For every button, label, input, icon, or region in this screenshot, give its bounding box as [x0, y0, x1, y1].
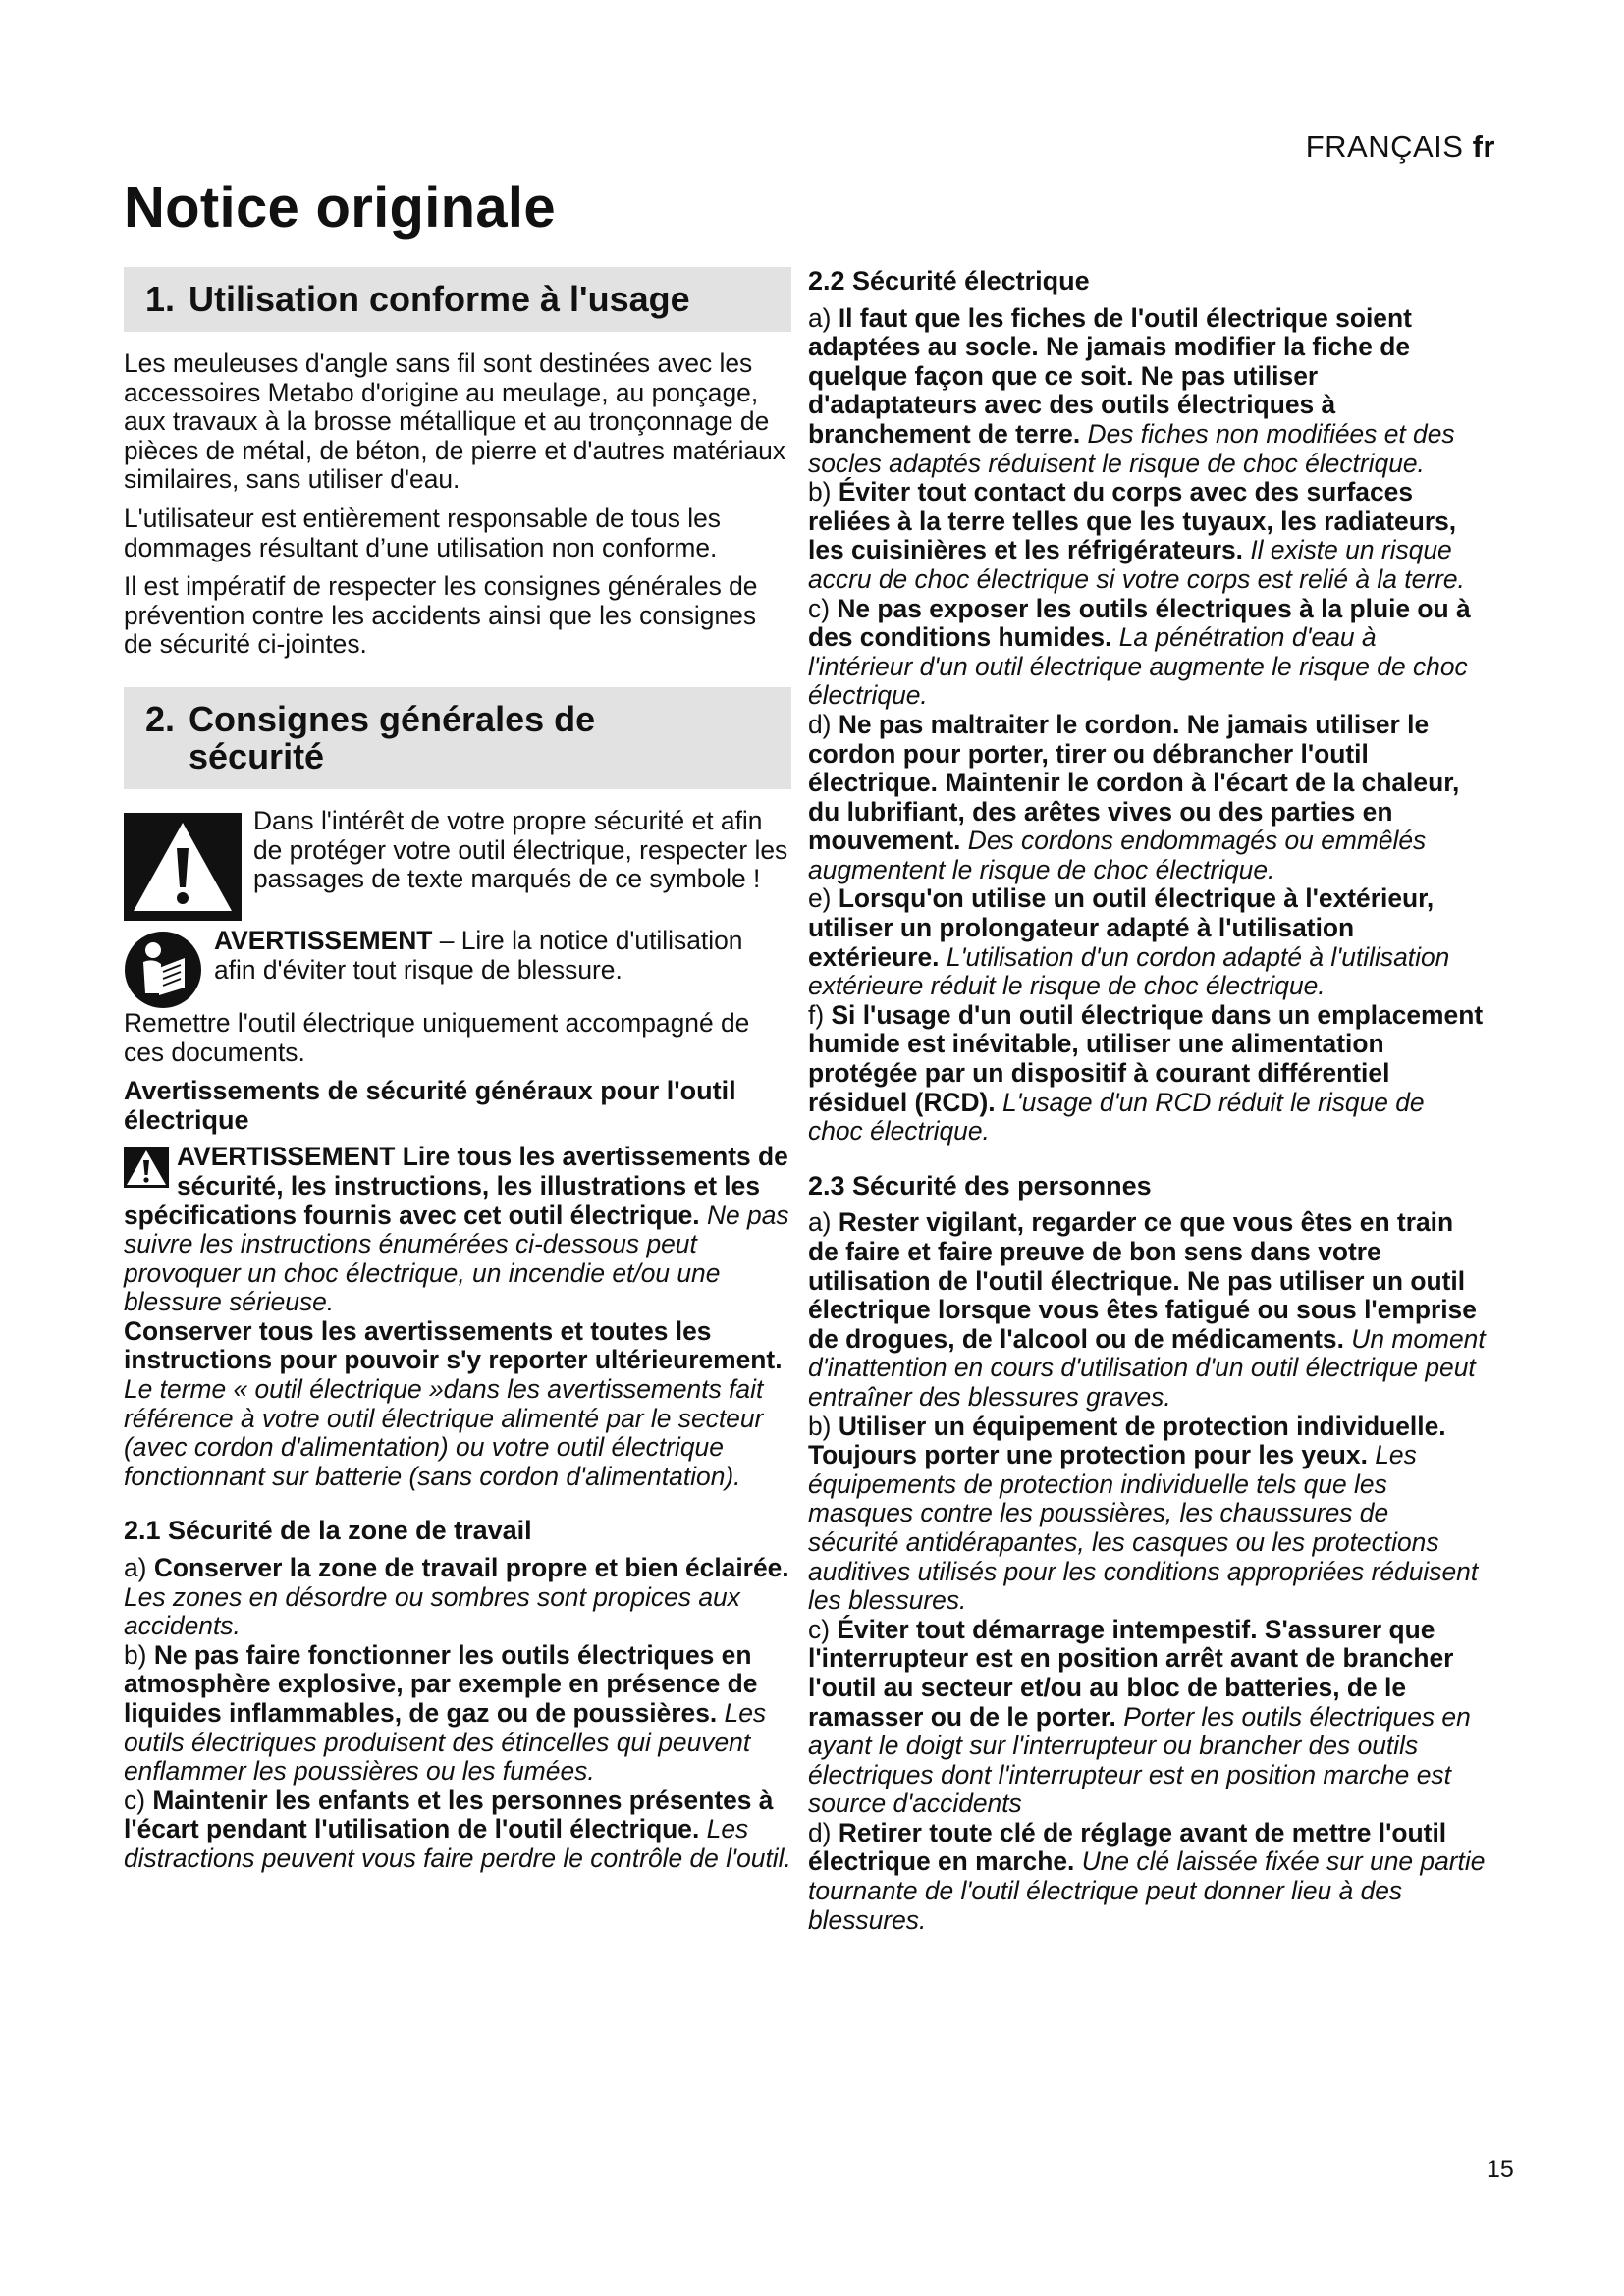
warning-small-icon	[124, 1147, 169, 1188]
section-1-heading	[124, 267, 791, 332]
item-italic: Les zones en désordre ou sombres sont propices aux accidents.	[124, 1581, 740, 1641]
language-name: FRANÇAIS	[1305, 130, 1464, 164]
right-column	[808, 267, 1486, 1935]
s1-paragraph-1: Les meuleuses d'angle sans fil sont destinées avec les accessoires Metabo d'origine au meulage, au ponçage, aux travaux à la brosse métallique et au tronçonnage de pièces de métal, de béton, de pierre et d'autres matériaux similaires, sans utiliser d'eau.	[124, 348, 785, 495]
s23-item-c	[808, 1616, 1486, 1819]
item-letter: c)	[808, 1614, 838, 1644]
warning-text: – Lire la notice d'utilisation afin d'éviter tout risque de blessure.	[214, 925, 743, 985]
read-manual-note	[124, 927, 791, 1009]
item-letter: b)	[808, 477, 839, 507]
section-2-number: 2.	[145, 698, 176, 739]
section-2-title-a: Consignes générales de	[189, 698, 596, 739]
item-letter: c)	[124, 1785, 153, 1815]
item-italic: Des fiches non modifiées et des socles adaptés réduisent le risque de choc électrique.	[808, 418, 1455, 478]
section-2-2-heading: 2.2 Sécurité électrique	[808, 266, 1090, 295]
symbol-note	[124, 807, 791, 921]
hand-over-text: Remettre l'outil électrique uniquement accompagné de ces documents.	[124, 1007, 750, 1067]
left-column	[124, 267, 791, 1874]
s23-item-b	[808, 1413, 1486, 1616]
item-bold: Ne pas maltraiter le cordon. Ne jamais utiliser le cordon pour porter, tirer ou débrancher l'outil électrique. Maintenir le cordon à l'écart de la chaleur, du lubrifiant, des arêtes vives ou des parties en mouvement.	[808, 709, 1460, 856]
section-2-1-heading: 2.1 Sécurité de la zone de travail	[124, 1516, 532, 1546]
item-italic: Il existe un risque accru de choc électrique si votre corps est relié à la terre.	[808, 535, 1465, 594]
item-letter: c)	[808, 593, 838, 623]
warning-label: AVERTISSEMENT	[214, 925, 433, 955]
item-italic: L'utilisation d'un cordon adapté à l'utilisation extérieure réduit le risque de choc électrique.	[808, 941, 1450, 1001]
item-bold: Il faut que les fiches de l'outil électrique soient adaptées au socle. Ne jamais modifier la fiche de quelque façon que ce soit. Ne pas utiliser d'adaptateurs avec des outils électriques à branchement de terre.	[808, 302, 1412, 449]
keep-instructions-paragraph	[124, 1317, 791, 1492]
item-letter: b)	[124, 1639, 154, 1670]
symbol-note-text: Dans l'intérêt de votre propre sécurité et afin de protéger votre outil électrique, respecter les passages de texte marqués de ce symbole !	[253, 805, 788, 894]
item-italic: Des cordons endommagés ou emmêlés augmentent le risque de choc électrique.	[808, 826, 1427, 884]
item-bold: Rester vigilant, regarder ce que vous êtes en train de faire et faire preuve de bon sens dans votre utilisation de l'outil électrique. Ne pas utiliser un outil électrique lorsque vous êtes fatigué ou sous l'emprise de drogues, de l'alcool ou de médicaments.	[808, 1207, 1477, 1354]
language-code: fr	[1472, 130, 1495, 164]
keep-instructions-bold: Conserver tous les avertissements et toutes les instructions pour pouvoir s'y reporter ultérieurement.	[124, 1315, 783, 1375]
section-1-title: Utilisation conforme à l'usage	[189, 279, 690, 319]
item-bold: Ne pas faire fonctionner les outils électriques en atmosphère explosive, par exemple en présence de liquides inflammables, de gaz ou de poussières.	[124, 1639, 758, 1728]
item-letter: d)	[808, 1817, 839, 1847]
item-bold: Lorsqu'on utilise un outil électrique à l'extérieur, utiliser un prolongateur adapté à l'utilisation extérieure.	[808, 883, 1435, 972]
item-bold: Conserver la zone de travail propre et bien éclairée.	[153, 1553, 789, 1583]
s22-item-a	[808, 304, 1486, 479]
item-italic: Les équipements de protection individuelle tels que les masques contre les poussières, les chaussures de sécurité antidérapantes, les casques ou les protections auditives utilisés pour les conditions appropriées réduisent les blessures.	[808, 1440, 1479, 1616]
item-letter: a)	[808, 302, 839, 333]
warning-triangle-icon	[124, 813, 242, 921]
item-bold: Si l'usage d'un outil électrique dans un emplacement humide est inévitable, utiliser une alimentation protégée par un dispositif à courant différentiel résiduel (RCD).	[808, 999, 1484, 1117]
document-title: Notice originale	[124, 176, 556, 240]
item-italic: L'usage d'un RCD réduit le risque de choc électrique.	[808, 1087, 1425, 1147]
item-letter: a)	[808, 1207, 839, 1238]
s22-item-c	[808, 595, 1486, 711]
item-letter: d)	[808, 709, 839, 739]
general-warnings-heading: Avertissements de sécurité généraux pour l'outil électrique	[124, 1076, 736, 1135]
item-letter: f)	[808, 999, 832, 1030]
language-label	[1306, 130, 1495, 165]
item-italic: Les distractions peuvent vous faire perdre le contrôle de l'outil.	[124, 1814, 791, 1873]
item-italic: Les outils électriques produisent des étincelles qui peuvent enflammer les poussières ou les fumées.	[124, 1698, 767, 1787]
s21-item-a	[124, 1554, 791, 1641]
general-warning-paragraph	[124, 1143, 791, 1317]
item-letter: b)	[808, 1411, 839, 1441]
section-2-title-b: sécurité	[189, 735, 325, 776]
item-bold: Éviter tout contact du corps avec des surfaces reliées à la terre telles que les tuyaux, les radiateurs, les cuisinières et les réfrigérateurs.	[808, 477, 1457, 565]
s23-item-d	[808, 1819, 1486, 1935]
item-letter: a)	[124, 1553, 154, 1583]
page-number: 15	[1487, 2156, 1514, 2183]
keep-instructions-italic: Le terme « outil électrique »dans les avertissements fait référence à votre outil électrique alimenté par le secteur (avec cordon d'alimentation) ou votre outil électrique fonctionnant sur batterie (sans cordon d'alimentation).	[124, 1374, 764, 1491]
read-manual-icon	[124, 931, 202, 1009]
item-bold: Retirer toute clé de réglage avant de mettre l'outil électrique en marche.	[808, 1817, 1447, 1877]
item-bold: Utiliser un équipement de protection individuelle. Toujours porter une protection pour les yeux.	[808, 1411, 1446, 1470]
s1-paragraph-3: Il est impératif de respecter les consignes générales de prévention contre les accidents ainsi que les consignes de sécurité ci-jointes.	[124, 571, 758, 660]
s22-item-e	[808, 884, 1486, 1000]
read-manual-text	[214, 927, 791, 985]
general-warning-bold: AVERTISSEMENT Lire tous les avertissements de sécurité, les instructions, les illustrations et les spécifications fournis avec cet outil électrique.	[124, 1142, 788, 1230]
s21-item-c	[124, 1787, 791, 1874]
section-2-3-heading: 2.3 Sécurité des personnes	[808, 1170, 1152, 1201]
s21-item-b	[124, 1641, 791, 1787]
section-1-number: 1.	[145, 279, 176, 319]
s22-item-d	[808, 711, 1486, 885]
item-italic: Un moment d'inattention en cours d'utilisation d'un outil électrique peut entraîner des blessures graves.	[808, 1323, 1486, 1412]
s1-paragraph-2: L'utilisateur est entièrement responsable de tous les dommages résultant d’une utilisation non conforme.	[124, 503, 721, 562]
item-italic: Une clé laissée fixée sur une partie tournante de l'outil électrique peut donner lieu à des blessures.	[808, 1846, 1486, 1935]
general-warning-italic: Ne pas suivre les instructions énumérées ci-dessous peut provoquer un choc électrique, un incendie et/ou une blessure sérieuse.	[124, 1200, 789, 1317]
s23-item-a	[808, 1208, 1486, 1412]
item-bold: Maintenir les enfants et les personnes présentes à l'écart pendant l'utilisation de l'outil électrique.	[124, 1785, 774, 1844]
s22-item-f	[808, 1001, 1486, 1147]
s22-item-b	[808, 478, 1486, 594]
item-italic: Porter les outils électriques en ayant le doigt sur l'interrupteur ou brancher des outils électriques dont l'interrupteur est en position marche est source d'accidents	[808, 1701, 1471, 1819]
item-bold: Ne pas exposer les outils électriques à la pluie ou à des conditions humides.	[808, 593, 1471, 653]
item-letter: e)	[808, 883, 839, 914]
item-italic: La pénétration d'eau à l'intérieur d'un outil électrique augmente le risque de choc électrique.	[808, 622, 1468, 711]
section-2-heading	[124, 687, 791, 789]
item-bold: Éviter tout démarrage intempestif. S'assurer que l'interrupteur est en position arrêt avant de brancher l'outil au secteur et/ou au bloc de batteries, de le ramasser ou de le porter.	[808, 1614, 1454, 1732]
